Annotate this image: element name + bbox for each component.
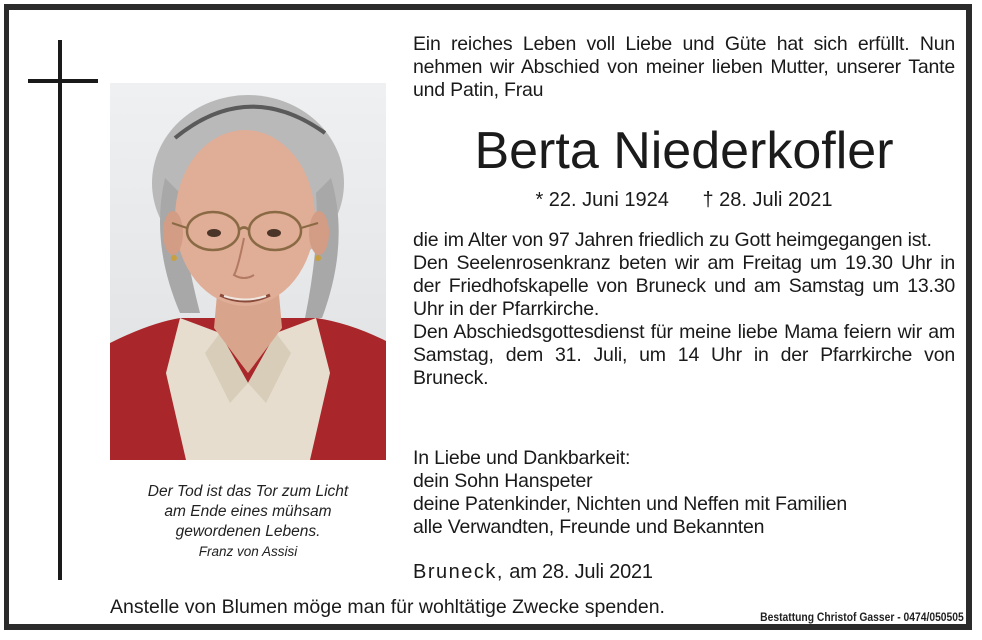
death-date: † 28. Juli 2021 [702,189,833,211]
quote-author: Franz von Assisi [198,544,298,559]
quote-line: am Ende eines mühsam [164,503,332,520]
body-paragraph: Den Abschiedsgottesdienst für meine liebe Mama feiern wir am Samstag, dem 31. Juli, um 14 Uhr in der Pfarrkirche von Bruneck. [413,321,955,389]
intro-text: Ein reiches Leben voll Liebe und Güte hat sich erfüllt. Nun nehmen wir Abschied von meiner lieben Mutter, unserer Tante und Patin, Frau [413,33,955,101]
footer-note: Anstelle von Blumen möge man für wohltätige Zwecke spenden. [110,596,665,618]
signature-block [413,447,955,539]
deceased-name: Berta Niederkofler [474,122,894,180]
quote-block [110,482,386,562]
signature-line: In Liebe und Dankbarkeit: [413,447,631,469]
place-name: Bruneck, [413,561,504,583]
signature-line: deine Patenkinder, Nichten und Neffen mit Familien [413,493,848,515]
place-date [413,561,653,584]
funeral-home-credit: Bestattung Christof Gasser - 0474/050505 [760,610,964,624]
place-date-value: am 28. Juli 2021 [509,561,653,583]
portrait-photo [110,83,386,460]
birth-date: * 22. Juni 1924 [535,189,669,211]
body-paragraph: Den Seelenrosenkranz beten wir am Freitag um 19.30 Uhr in der Friedhofskapelle von Bruneck und am Samstag um 13.30 Uhr in der Pfarrkirche. [413,252,955,320]
quote-line: gewordenen Lebens. [175,523,321,540]
quote-line: Der Tod ist das Tor zum Licht [147,483,349,500]
body-paragraph: die im Alter von 97 Jahren friedlich zu Gott heimgegangen ist. [413,229,932,251]
announcement-body [413,229,955,390]
life-dates [413,188,955,212]
signature-line: dein Sohn Hanspeter [413,470,593,492]
signature-line: alle Verwandten, Freunde und Bekannten [413,516,765,538]
